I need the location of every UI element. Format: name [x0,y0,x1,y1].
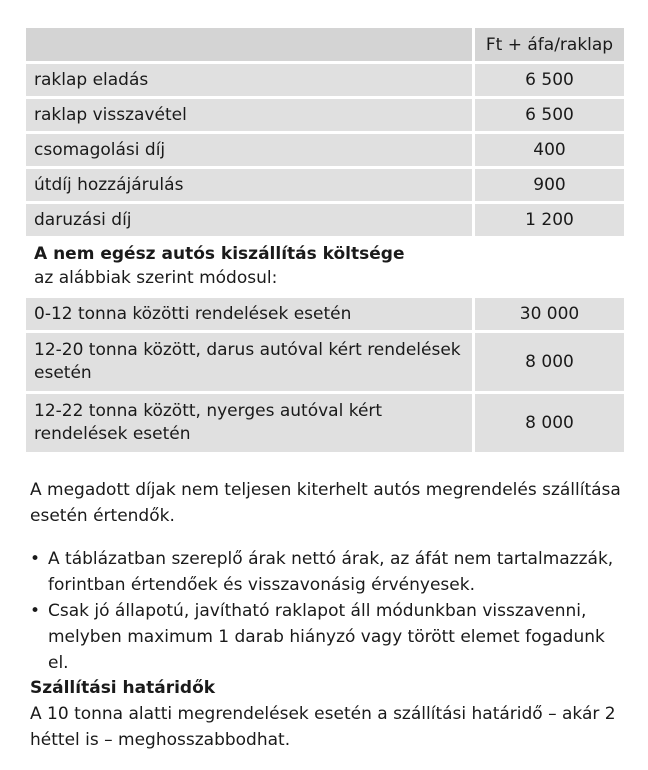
price-section [26,28,624,455]
deadline-section [30,675,626,753]
table-row [26,333,624,391]
row-label: 12-20 tonna között, darus autóval kért rendelések esetén [26,333,472,391]
row-value: 1 200 [475,204,624,236]
bullet-list [30,546,626,676]
table-row [26,298,624,330]
row-value: 900 [475,169,624,201]
subheading [34,242,624,290]
table-header-unit: Ft + áfa/raklap [475,28,624,61]
list-item [30,598,626,676]
row-value: 6 500 [475,99,624,131]
list-item [30,546,626,598]
table-header-row [26,28,624,61]
table-row [26,99,624,131]
row-label: 12-22 tonna között, nyerges autóval kért rendelések esetén [26,394,472,452]
row-value: 6 500 [475,64,624,96]
table-header-empty [26,28,472,61]
row-value: 8 000 [475,394,624,452]
row-label: útdíj hozzájárulás [26,169,472,201]
table-row [26,394,624,452]
note-paragraph: A megadott díjak nem teljesen kiterhelt autós megrendelés szállítása esetén értendők. [30,480,621,526]
row-label: raklap visszavétel [26,99,472,131]
row-label: 0-12 tonna közötti rendelések esetén [26,298,472,330]
subheading-normal: az alábbiak szerint módosul: [34,268,278,288]
table-row [26,204,624,236]
table-row [26,169,624,201]
table-row [26,134,624,166]
table-row [26,64,624,96]
row-label: raklap eladás [26,64,472,96]
deadline-title: Szállítási határidők [30,678,216,698]
bullet-icon: • [30,601,41,621]
row-label: daruzási díj [26,204,472,236]
row-value: 400 [475,134,624,166]
row-value: 30 000 [475,298,624,330]
bullet-text: A táblázatban szereplő árak nettó árak, az áfát nem tartalmazzák, forintban értendőek és visszavonásig érvényesek. [48,549,614,595]
row-label: csomagolási díj [26,134,472,166]
bullet-icon: • [30,549,41,569]
subheading-bold: A nem egész autós kiszállítás költsége [34,244,405,264]
row-value: 8 000 [475,333,624,391]
bullet-text: Csak jó állapotú, javítható raklapot áll módunkban visszavenni, melyben maximum 1 darab hiányzó vagy törött elemet fogadunk el. [48,601,605,673]
deadline-text: A 10 tonna alatti megrendelések esetén a szállítási határidő – akár 2 héttel is – meghosszabbodhat. [30,704,616,750]
